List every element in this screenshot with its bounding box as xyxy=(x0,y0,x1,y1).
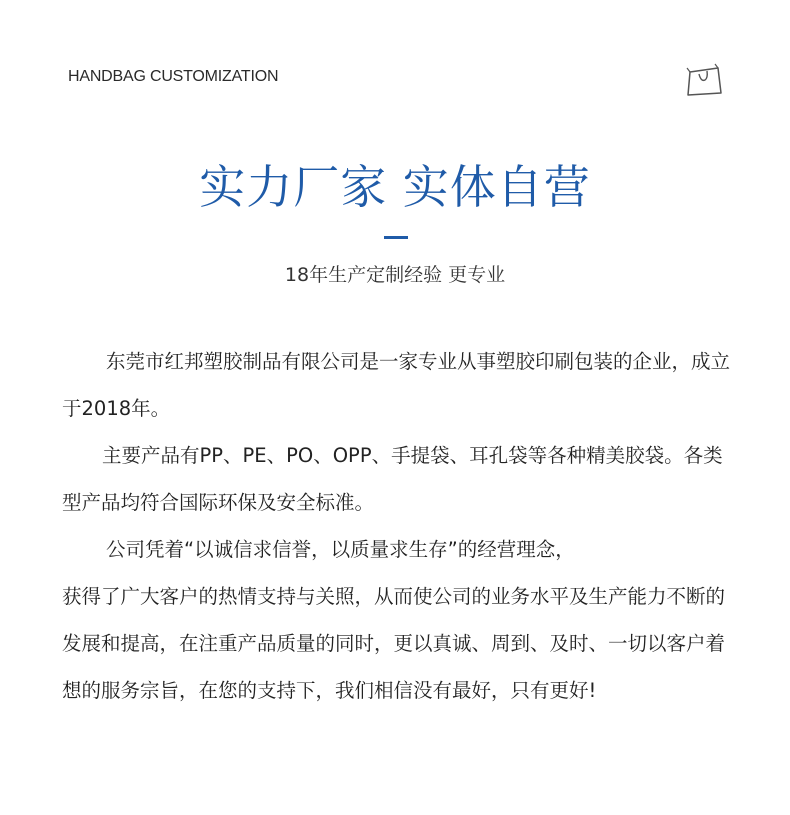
products-paragraph: 主要产品有PP、PE、PO、OPP、手提袋、耳孔袋等各种精美胶袋。各类型产品均符合国际环保及安全标准。 xyxy=(62,444,723,514)
title-divider xyxy=(384,236,408,239)
header-label: HANDBAG CUSTOMIZATION xyxy=(68,68,279,85)
philosophy-paragraph: 公司凭着“以诚信求信誉，以质量求生存”的经营理念， xyxy=(106,538,575,561)
page-title: 实力厂家 实体自营 xyxy=(199,160,591,214)
page-subtitle: 18年生产定制经验 更专业 xyxy=(284,264,506,286)
intro-paragraph: 东莞市红邦塑胶制品有限公司是一家专业从事塑胶印刷包装的企业，成立于2018年。 xyxy=(62,350,731,420)
shopping-bag-icon xyxy=(684,60,724,98)
company-intro xyxy=(62,338,732,714)
service-paragraph: 获得了广大客户的热情支持与关照，从而使公司的业务水平及生产能力不断的发展和提高，在注重产品质量的同时，更以真诚、周到、及时、一切以客户着想的服务宗旨，在您的支持下，我们相信没有最好，只有更好! xyxy=(62,585,726,702)
